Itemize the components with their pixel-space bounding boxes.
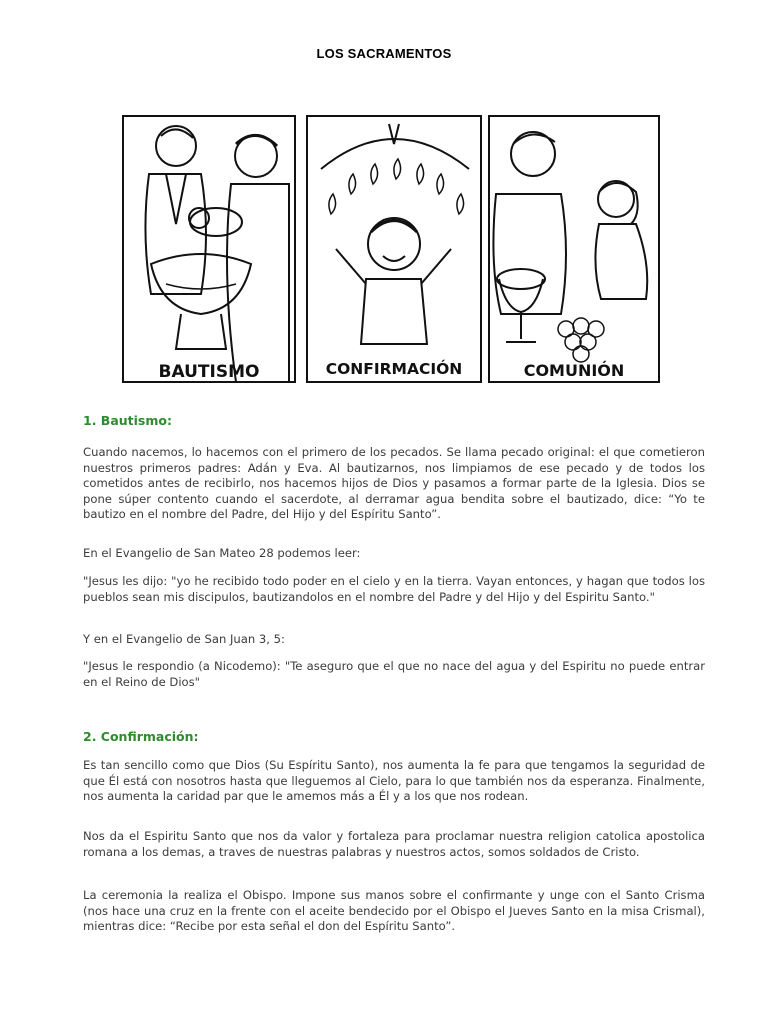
section-heading-bautismo: 1. Bautismo: bbox=[83, 413, 172, 428]
confirmation-panel bbox=[307, 116, 481, 382]
confirmation-label: CONFIRMACIÓN bbox=[325, 360, 463, 378]
paragraph: Y en el Evangelio de San Juan 3, 5: bbox=[83, 632, 285, 646]
paragraph: Cuando nacemos, lo hacemos con el primero de los pecados. Se llama pecado original: el que cometieron nuestros primeros padres: Adán y Eva. Al bautizarnos, nos limpiamos de ese pecado y de todos los cometidos antes de recibirlo, nos hacemos hijos de Dios y pasamos a formar parte de la Iglesia. Dios se pone súper contento cuando el sacerdote, al derramar agua bendita sobre el bautizado, dice: “Yo te bautizo en el nombre del Padre, del Hijo y del Espíritu Santo”. bbox=[83, 445, 705, 522]
baptism-label: BAUTISMO bbox=[158, 362, 260, 382]
paragraph: Nos da el Espiritu Santo que nos da valor y fortaleza para proclamar nuestra religion catolica apostolica romana a los demas, a traves de nuestras palabras y nuestros actos, somos soldados de Cristo. bbox=[83, 829, 705, 859]
paragraph: "Jesus les dijo: "yo he recibido todo poder en el cielo y en la tierra. Vayan entonces, y hagan que todos los pueblos sean mis discipulos, bautizandolos en el nombre del Padre y del Hijo y del Espiritu Santo." bbox=[83, 574, 705, 604]
section-heading-confirmacion: 2. Confirmación: bbox=[83, 729, 199, 744]
baptism-panel bbox=[123, 116, 295, 382]
sacraments-illustration bbox=[121, 114, 661, 386]
paragraph: "Jesus le respondio (a Nicodemo): "Te aseguro que el que no nace del agua y del Espiritu no puede entrar en el Reino de Dios" bbox=[83, 659, 705, 689]
paragraph: En el Evangelio de San Mateo 28 podemos leer: bbox=[83, 546, 361, 560]
communion-panel bbox=[489, 116, 659, 382]
communion-label: COMUNIÓN bbox=[523, 361, 625, 380]
paragraph: La ceremonia la realiza el Obispo. Impone sus manos sobre el confirmante y unge con el Santo Crisma (nos hace una cruz en la frente con el aceite bendecido por el Obispo el Jueves Santo en la misa Crismal), mientras dice: “Recibe por esta señal el don del Espíritu Santo”. bbox=[83, 888, 705, 934]
paragraph: Es tan sencillo como que Dios (Su Espíritu Santo), nos aumenta la fe para que tengamos la seguridad de que Él está con nosotros hasta que lleguemos al Cielo, para lo que también nos da esperanza. Finalmente, nos aumenta la caridad par que le amemos más a Él y a los que nos rodean. bbox=[83, 758, 705, 804]
page-title: LOS SACRAMENTOS bbox=[316, 46, 452, 61]
